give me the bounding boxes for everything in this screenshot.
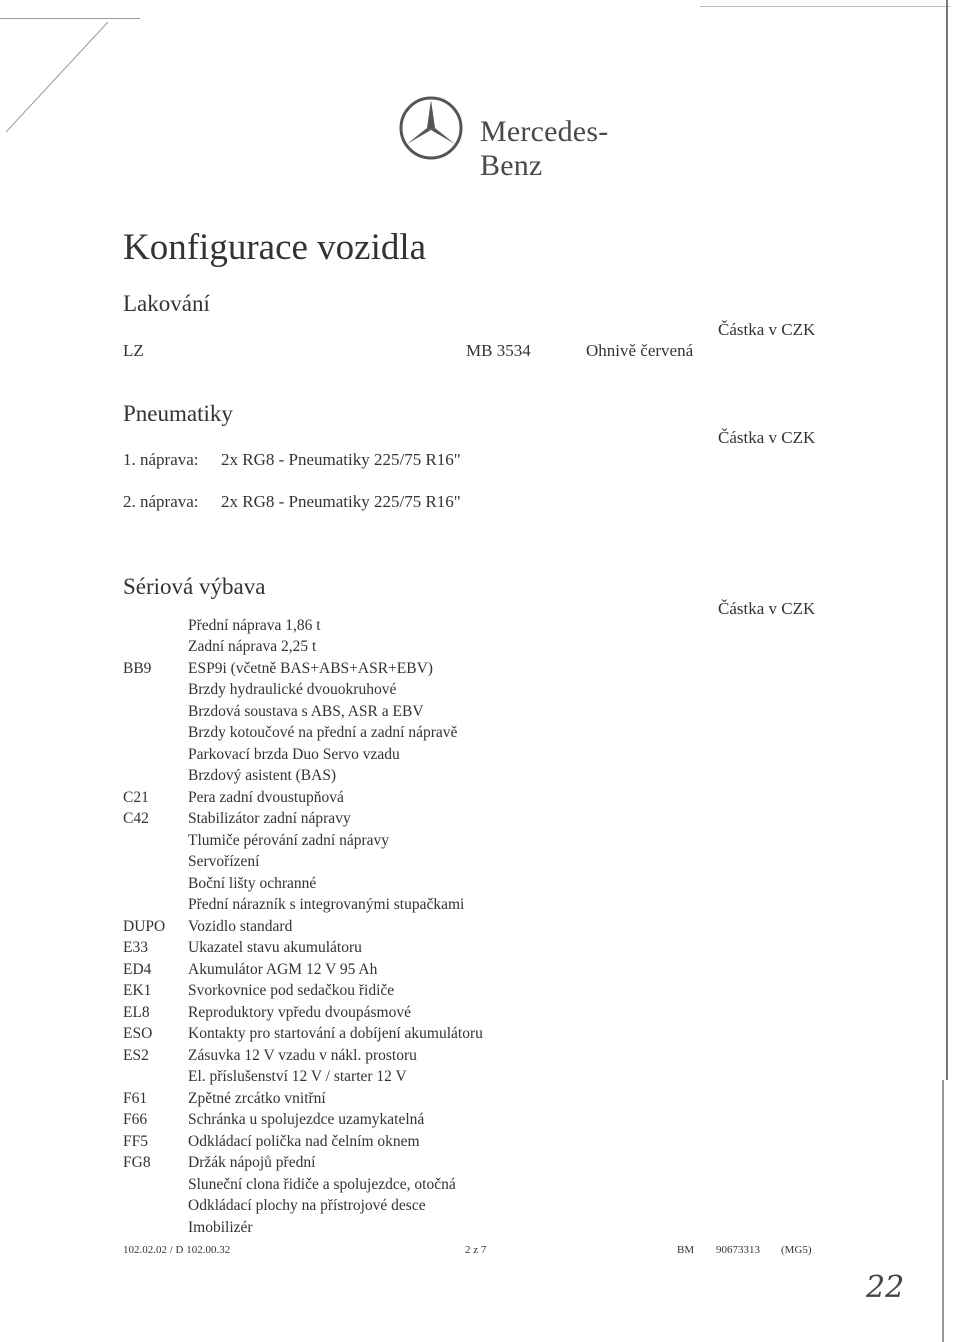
equipment-item: Akumulátor AGM 12 V 95 Ah xyxy=(188,961,378,978)
equipment-item: Tlumiče pérování zadní nápravy xyxy=(188,832,389,849)
equipment-code: FG8 xyxy=(123,1154,151,1171)
equipment-code: F61 xyxy=(123,1090,148,1107)
equipment-item: Zadní náprava 2,25 t xyxy=(188,638,317,655)
tires-amount-label: Částka v CZK xyxy=(718,428,816,447)
equipment-item: Pera zadní dvoustupňová xyxy=(188,789,344,806)
equipment-item: Odkládací polička nad čelním oknem xyxy=(188,1133,420,1150)
footer-code: (MG5) xyxy=(781,1244,812,1256)
equipment-code: ED4 xyxy=(123,961,152,978)
scan-artifact xyxy=(0,0,120,140)
equipment-item: Svorkovnice pod sedačkou řidiče xyxy=(188,982,395,999)
equipment-item: Brzdová soustava s ABS, ASR a EBV xyxy=(188,703,424,720)
equipment-code: C21 xyxy=(123,789,149,806)
axle-1-label: 1. náprava: xyxy=(123,450,199,469)
equipment-item: Stabilizátor zadní nápravy xyxy=(188,810,351,827)
paint-amount-label: Částka v CZK xyxy=(718,320,816,339)
equipment-code: E33 xyxy=(123,939,148,956)
equipment-item: Přední náprava 1,86 t xyxy=(188,617,321,634)
equipment-item: Imobilizér xyxy=(188,1219,253,1236)
equipment-code: ES2 xyxy=(123,1047,149,1064)
equipment-code: BB9 xyxy=(123,660,152,677)
paint-number: MB 3534 xyxy=(466,341,531,360)
equipment-item: Brzdy hydraulické dvouokruhové xyxy=(188,681,397,698)
axle-2-label: 2. náprava: xyxy=(123,492,199,511)
paint-code: LZ xyxy=(123,341,144,360)
equipment-item: El. příslušenství 12 V / starter 12 V xyxy=(188,1068,407,1085)
equipment-item: Vozidlo standard xyxy=(188,918,293,935)
equipment-item: Přední nárazník s integrovanými stupačkami xyxy=(188,896,465,913)
equipment-item: Brzdový asistent (BAS) xyxy=(188,767,337,784)
equipment-item: Zásuvka 12 V vzadu v nákl. prostoru xyxy=(188,1047,417,1064)
equipment-item: Parkovací brzda Duo Servo vzadu xyxy=(188,746,400,763)
standard-heading: Sériová výbava xyxy=(123,574,266,599)
brand-name: Mercedes-Benz xyxy=(480,115,609,182)
equipment-item: Kontakty pro startování a dobíjení akumulátoru xyxy=(188,1025,483,1042)
paint-name: Ohnivě červená xyxy=(586,341,694,360)
equipment-item: Sluneční clona řidiče a spolujezdce, otočná xyxy=(188,1176,456,1193)
equipment-code: ESO xyxy=(123,1025,153,1042)
equipment-item: Servořízení xyxy=(188,853,260,870)
equipment-item: Zpětné zrcátko vnitřní xyxy=(188,1090,326,1107)
equipment-code: FF5 xyxy=(123,1133,148,1150)
equipment-code: EK1 xyxy=(123,982,152,999)
equipment-code: DUPO xyxy=(123,918,166,935)
page-title: Konfigurace vozidla xyxy=(123,227,427,268)
paint-heading: Lakování xyxy=(123,291,210,316)
tires-heading: Pneumatiky xyxy=(123,401,233,426)
brand-logo xyxy=(398,95,668,182)
footer-reference: 102.02.02 / D 102.00.32 xyxy=(123,1244,231,1256)
footer-page-number: 2 z 7 xyxy=(465,1244,487,1256)
equipment-item: Reproduktory vpředu dvoupásmové xyxy=(188,1004,411,1021)
axle-1-value: 2x RG8 - Pneumatiky 225/75 R16" xyxy=(221,450,461,469)
standard-amount-label: Částka v CZK xyxy=(718,599,816,618)
equipment-item: Boční lišty ochranné xyxy=(188,875,317,892)
axle-2-value: 2x RG8 - Pneumatiky 225/75 R16" xyxy=(221,492,461,511)
equipment-item: Brzdy kotoučové na přední a zadní nápravě xyxy=(188,724,458,741)
footer-bm-number: 90673313 xyxy=(716,1244,760,1256)
handwritten-page-number: 22 xyxy=(866,1270,905,1305)
footer-bm-label: BM xyxy=(677,1244,695,1256)
equipment-code: EL8 xyxy=(123,1004,150,1021)
equipment-code: C42 xyxy=(123,810,149,827)
equipment-code: F66 xyxy=(123,1111,148,1128)
equipment-item: Ukazatel stavu akumulátoru xyxy=(188,939,362,956)
equipment-item: Schránka u spolujezdce uzamykatelná xyxy=(188,1111,425,1128)
equipment-item: Držák nápojů přední xyxy=(188,1154,316,1171)
equipment-item: Odkládací plochy na přístrojové desce xyxy=(188,1197,426,1214)
mercedes-star-icon xyxy=(398,95,464,161)
equipment-item: ESP9i (včetně BAS+ABS+ASR+EBV) xyxy=(188,660,433,677)
